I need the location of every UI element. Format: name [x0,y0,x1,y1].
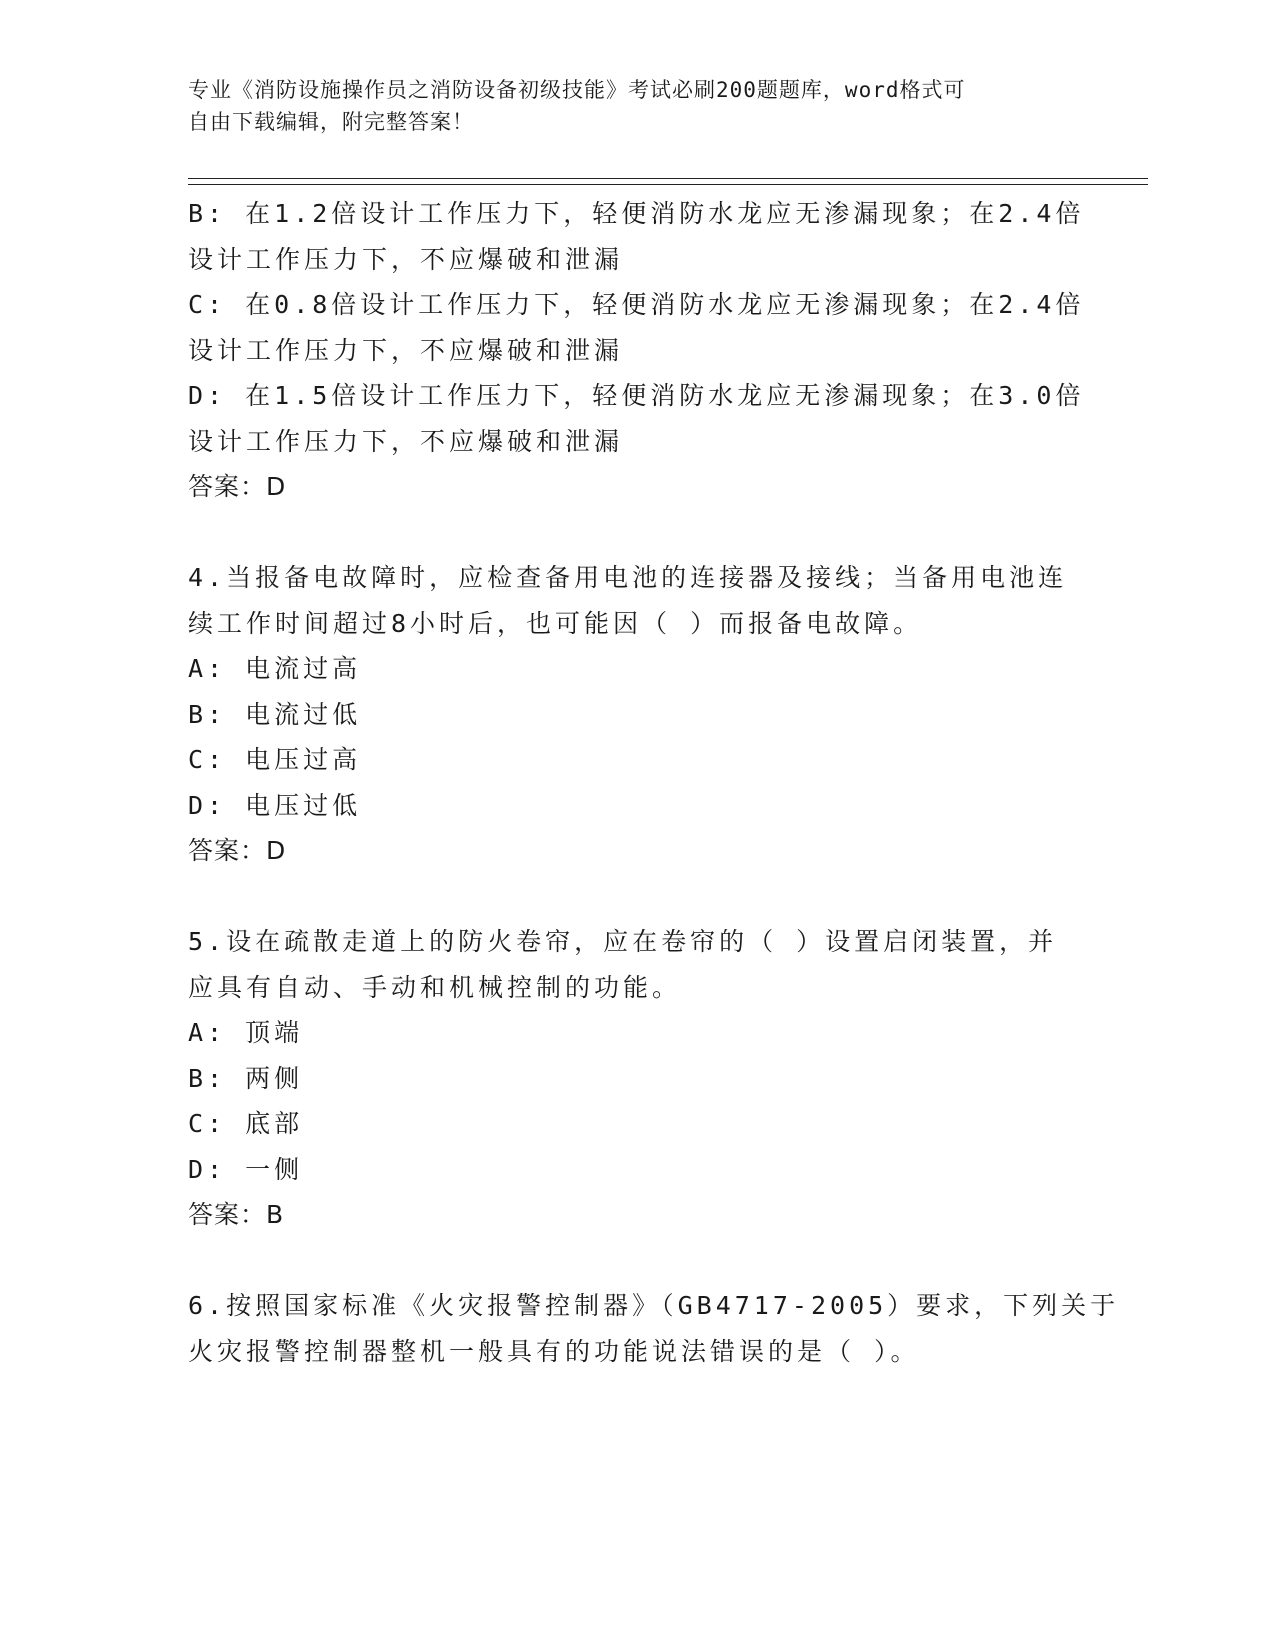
q4-option-b: B: 电流过低 [188,699,362,729]
question-3 [188,191,1088,510]
question-5 [188,919,1088,1238]
q3-option-d-line-2: 设计工作压力下，不应爆破和泄漏 [188,426,624,456]
q3-option-b-line-1: B: 在1.2倍设计工作压力下，轻便消防水龙应无渗漏现象；在2.4倍 [188,199,1085,228]
q4-answer: 答案：D [188,836,287,865]
q4-option-a: A: 电流过高 [188,654,362,683]
q4-option-d: D: 电压过低 [188,790,362,820]
header-divider-top [188,178,1148,179]
q4-option-c: C: 电压过高 [188,745,362,774]
question-6 [188,1283,1120,1374]
q3-option-c-line-1: C: 在0.8倍设计工作压力下，轻便消防水龙应无渗漏现象；在2.4倍 [188,290,1085,319]
q5-stem-line-1: 5.设在疏散走道上的防火卷帘，应在卷帘的（ ）设置启闭装置，并 [188,927,1058,956]
q5-option-c: C: 底部 [188,1109,304,1138]
q3-answer: 答案：D [188,472,287,501]
header-divider-bottom [188,184,1148,185]
question-content [188,191,1120,1374]
q5-option-a: A: 顶端 [188,1018,304,1047]
q6-stem-line-2: 火灾报警控制器整机一般具有的功能说法错误的是（ ）。 [188,1336,920,1366]
question-4 [188,555,1088,874]
header-title-line-2: 自由下载编辑，附完整答案！ [188,110,474,134]
q6-stem-line-1: 6.按照国家标准《火灾报警控制器》（GB4717-2005）要求，下列关于 [188,1291,1120,1320]
q4-stem-line-1: 4.当报备电故障时，应检查备用电池的连接器及接线；当备用电池连 [188,563,1068,592]
q3-option-d-line-1: D: 在1.5倍设计工作压力下，轻便消防水龙应无渗漏现象；在3.0倍 [188,381,1085,410]
q3-option-b-line-2: 设计工作压力下，不应爆破和泄漏 [188,244,624,274]
q5-stem-line-2: 应具有自动、手动和机械控制的功能。 [188,972,682,1002]
spacer [188,874,1088,920]
q3-option-c-line-2: 设计工作压力下，不应爆破和泄漏 [188,335,624,365]
document-header [188,74,1068,138]
header-title-line-1: 专业《消防设施操作员之消防设备初级技能》考试必刷200题题库，word格式可 [188,78,966,102]
q4-stem-line-2: 续工作时间超过8小时后，也可能因（ ）而报备电故障。 [188,608,923,638]
spacer [188,1238,1088,1284]
q5-answer: 答案：B [188,1200,285,1229]
spacer [188,510,1088,556]
q5-option-b: B: 两侧 [188,1063,304,1093]
q5-option-d: D: 一侧 [188,1154,304,1184]
